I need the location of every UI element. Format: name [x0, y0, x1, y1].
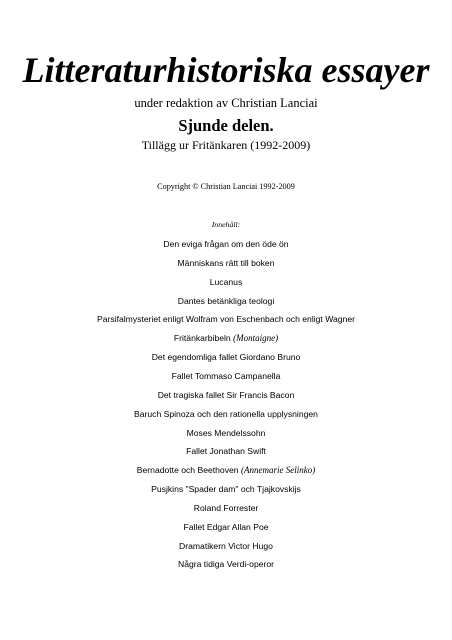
toc-entry-title: Fritänkarbibeln [173, 333, 234, 344]
toc-entry [0, 238, 452, 250]
toc-entry-title: Det tragiska fallet Sir Francis Bacon [157, 389, 295, 400]
document-title: Litteraturhistoriska essayer [22, 50, 430, 90]
toc-entry [0, 445, 452, 457]
toc-entry [0, 540, 452, 552]
toc-entry-title: Lucanus [209, 276, 243, 287]
subtitle: Tillägg ur Fritänkaren (1992-2009) [141, 138, 311, 152]
toc-entry-title: Pusjkins "Spader dam" och Tjajkovskijs [151, 484, 301, 495]
toc-entry-title: Baruch Spinoza och den rationella upplysningen [134, 408, 318, 419]
copyright-notice: Copyright © Christian Lanciai 1992-2009 [157, 182, 295, 191]
toc-entry [0, 332, 452, 344]
toc-entry [0, 427, 452, 439]
toc-entry [0, 502, 452, 514]
toc-entry-title: Moses Mendelssohn [186, 427, 266, 438]
toc-entry-title: Roland Forrester [193, 502, 259, 513]
toc-entry-title: Fallet Jonathan Swift [186, 446, 266, 457]
toc-entry-title: Några tidiga Verdi-operor [177, 559, 275, 570]
contents-heading: Innehåll: [211, 220, 241, 229]
toc-entry [0, 351, 452, 363]
toc-entry [0, 295, 452, 307]
toc-entry-note: (Montaigne) [233, 333, 279, 344]
toc-entry [0, 483, 452, 495]
toc-entry-title: Dramatikern Victor Hugo [179, 540, 273, 551]
toc-entry-title: Den eviga frågan om den öde ön [163, 239, 289, 249]
part-heading: Sjunde delen. [178, 116, 274, 135]
toc-entry [0, 313, 452, 325]
toc-entry-title: Människans rätt till boken [177, 257, 275, 268]
toc-entry-title: Fallet Edgar Allan Poe [183, 521, 269, 532]
toc-entry-title: Parsifalmysteriet enligt Wolfram von Eschenbach och enligt Wagner [97, 314, 355, 325]
toc-entry [0, 521, 452, 533]
toc-entry [0, 276, 452, 288]
toc-entry-title: Bernadotte och Beethoven [136, 465, 241, 476]
toc-entry-title: Dantes betänkliga teologi [177, 295, 275, 306]
toc-entry-note: (Annemarie Selinko) [240, 465, 316, 476]
toc-entry [0, 408, 452, 420]
editor-line: under redaktion av Christian Lanciai [134, 96, 318, 110]
toc-entry [0, 370, 452, 382]
toc-entry [0, 558, 452, 570]
toc-entry [0, 464, 452, 476]
toc-entry-title: Fallet Tommaso Campanella [171, 370, 281, 381]
toc-entry [0, 389, 452, 401]
toc-entry [0, 257, 452, 269]
toc-entry-title: Det egendomliga fallet Giordano Bruno [151, 352, 301, 363]
